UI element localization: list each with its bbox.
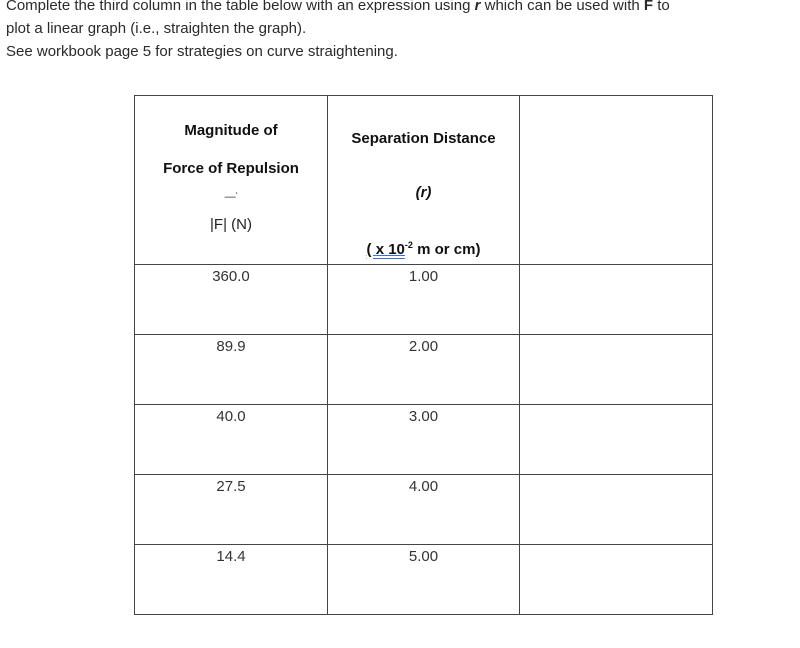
- header-distance-symbol: (r): [415, 184, 432, 201]
- header-distance-unit: [328, 240, 519, 258]
- header-force-line2: Force of Repulsion: [163, 160, 299, 177]
- unit-exponent: -2: [404, 240, 413, 250]
- header-distance: [328, 96, 520, 265]
- header-expression[interactable]: [520, 96, 713, 265]
- table-row: [135, 265, 713, 335]
- header-force-line1: Magnitude of: [184, 122, 278, 139]
- instruction-line-1: [6, 0, 766, 17]
- expression-cell[interactable]: [520, 405, 713, 475]
- force-cell: [135, 545, 328, 615]
- instruction-text: Complete the third column in the table below with an expression using: [6, 0, 475, 14]
- distance-value: 1.00: [408, 268, 439, 285]
- distance-value: 2.00: [408, 338, 439, 355]
- unit-prefix: ( x 10: [366, 241, 405, 258]
- force-value: 27.5: [216, 478, 246, 495]
- table-row: [135, 335, 713, 405]
- distance-cell: [328, 265, 520, 335]
- table-row: [135, 545, 713, 615]
- distance-value: 4.00: [408, 478, 439, 495]
- variable-f: F: [643, 0, 654, 14]
- table-row: [135, 475, 713, 545]
- force-value: 14.4: [216, 548, 246, 565]
- expression-cell[interactable]: [520, 335, 713, 405]
- vector-arrow-icon: —ʿ: [224, 191, 238, 203]
- unit-suffix: m or cm): [412, 241, 481, 258]
- instruction-line-2: plot a linear graph (i.e., straighten the graph).: [6, 20, 307, 37]
- instruction-text: which can be used with: [480, 0, 644, 14]
- instruction-text: to: [653, 0, 670, 14]
- header-force-line3: |F| (N): [210, 216, 252, 233]
- variable-r: r: [474, 0, 481, 14]
- force-cell: [135, 405, 328, 475]
- instruction-line-3: See workbook page 5 for strategies on curve straightening.: [6, 43, 398, 60]
- distance-cell: [328, 545, 520, 615]
- expression-cell[interactable]: [520, 265, 713, 335]
- force-cell: [135, 335, 328, 405]
- expression-cell[interactable]: [520, 475, 713, 545]
- header-force: [135, 96, 328, 265]
- instructions: [6, 0, 766, 63]
- force-cell: [135, 265, 328, 335]
- distance-cell: [328, 475, 520, 545]
- distance-cell: [328, 405, 520, 475]
- header-distance-line1: Separation Distance: [351, 130, 496, 147]
- distance-value: 3.00: [408, 408, 439, 425]
- force-value: 89.9: [216, 338, 246, 355]
- table-header-row: [135, 96, 713, 265]
- distance-cell: [328, 335, 520, 405]
- force-value: 360.0: [212, 268, 250, 285]
- table-row: [135, 405, 713, 475]
- distance-value: 5.00: [408, 548, 439, 565]
- expression-cell[interactable]: [520, 545, 713, 615]
- force-value: 40.0: [216, 408, 246, 425]
- data-table: [134, 95, 713, 615]
- force-cell: [135, 475, 328, 545]
